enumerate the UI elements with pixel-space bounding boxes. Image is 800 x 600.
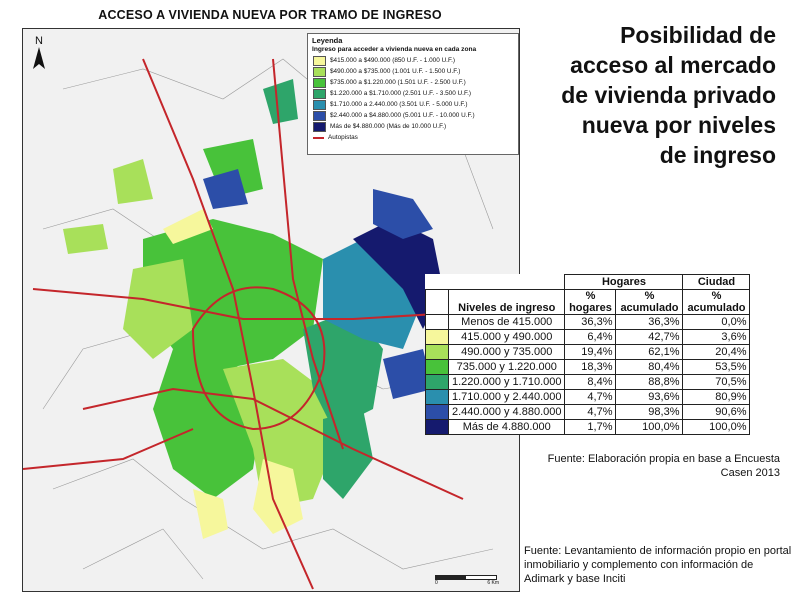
source-table: Fuente: Elaboración propia en base a Encuesta Casen 2013 [547,453,780,479]
row-pct-acumulado: 100,0% [616,420,683,435]
table-row [426,390,750,405]
legend-item-label: $1.710.000 a 2.440.000 (3.501 U.F. - 5.000 U.F.) [330,101,468,108]
row-label: 2.440.000 y 4.880.000 [449,405,565,420]
row-pct-acumulado: 93,6% [616,390,683,405]
row-label: Más de 4.880.000 [449,420,565,435]
scale-left: 0 [435,580,438,586]
table-row [426,375,750,390]
row-swatch [426,345,449,360]
row-pct-acumulado: 80,4% [616,360,683,375]
legend-swatch [313,89,326,99]
legend-item [313,88,518,99]
legend-swatch [313,100,326,110]
row-swatch [426,315,449,330]
col-niveles: Niveles de ingreso [449,290,565,315]
map-title: ACCESO A VIVIENDA NUEVA POR TRAMO DE INGRESO [98,8,442,22]
row-swatch [426,420,449,435]
legend-swatch [313,67,326,77]
legend-swatch [313,56,326,66]
legend-item-label: $415.000 a $490.000 (850 U.F. - 1.000 U.F.) [330,57,456,64]
legend-item [313,77,518,88]
income-table [425,274,750,435]
north-arrow-icon [32,47,46,71]
legend-highway-label: Autopistas [328,134,358,141]
row-swatch [426,360,449,375]
row-ciudad-acumulado: 20,4% [683,345,750,360]
scale-bar [435,575,499,586]
row-pct-acumulado: 62,1% [616,345,683,360]
row-pct-acumulado: 88,8% [616,375,683,390]
legend-subtitle: Ingreso para acceder a vivienda nueva en cada zona [312,46,477,53]
row-swatch [426,330,449,345]
group-hogares: Hogares [565,275,683,290]
legend-item [313,66,518,77]
north-label: N [35,35,43,47]
row-pct-hogares: 18,3% [565,360,616,375]
headline-line: Posibilidad de [620,22,776,48]
row-pct-hogares: 4,7% [565,405,616,420]
row-pct-hogares: 6,4% [565,330,616,345]
table-row [426,315,750,330]
row-pct-hogares: 36,3% [565,315,616,330]
row-label: 490.000 y 735.000 [449,345,565,360]
row-pct-acumulado: 42,7% [616,330,683,345]
legend-item [313,99,518,110]
headline-line: de vivienda privado [561,82,776,108]
row-pct-hogares: 19,4% [565,345,616,360]
legend-item-label: $735.000 a $1.220.000 (1.501 U.F. - 2.500 U.F.) [330,79,466,86]
legend-item-highways [313,132,518,143]
table-row [426,360,750,375]
col-ciudad-acumulado: % acumulado [683,290,750,315]
legend-swatch [313,78,326,88]
col-pct-acumulado: % acumulado [616,290,683,315]
row-label: Menos de 415.000 [449,315,565,330]
headline-line: de ingreso [659,142,776,168]
headline-line: nueva por niveles [581,112,776,138]
legend-item-label: $1.220.000 a $1.710.000 (2.501 U.F. - 3.500 U.F.) [330,90,472,97]
group-ciudad: Ciudad [683,275,750,290]
table-row [426,345,750,360]
table-row [426,420,750,435]
row-label: 1.710.000 y 2.440.000 [449,390,565,405]
row-pct-acumulado: 98,3% [616,405,683,420]
legend [307,33,519,155]
legend-item-label: Más de $4.880.000 (Más de 10.000 U.F.) [330,123,447,130]
legend-item [313,121,518,132]
row-swatch [426,405,449,420]
row-ciudad-acumulado: 53,5% [683,360,750,375]
row-swatch [426,375,449,390]
row-ciudad-acumulado: 3,6% [683,330,750,345]
legend-title: Leyenda [312,36,343,45]
headline-line: acceso al mercado [570,52,776,78]
legend-swatch [313,111,326,121]
row-label: 415.000 y 490.000 [449,330,565,345]
row-ciudad-acumulado: 0,0% [683,315,750,330]
row-ciudad-acumulado: 80,9% [683,390,750,405]
row-ciudad-acumulado: 90,6% [683,405,750,420]
row-pct-hogares: 4,7% [565,390,616,405]
legend-item-label: $2.440.000 a $4.880.000 (5.001 U.F. - 10.000 U.F.) [330,112,475,119]
row-label: 1.220.000 y 1.710.000 [449,375,565,390]
row-pct-hogares: 1,7% [565,420,616,435]
legend-item [313,110,518,121]
col-pct-hogares: % hogares [565,290,616,315]
legend-swatch [313,122,326,132]
north-arrow [29,35,49,76]
row-pct-hogares: 8,4% [565,375,616,390]
row-pct-acumulado: 36,3% [616,315,683,330]
table-corner [426,275,449,290]
legend-item-label: $490.000 a $735.000 (1.001 U.F. - 1.500 U.F.) [330,68,461,75]
row-ciudad-acumulado: 70,5% [683,375,750,390]
row-label: 735.000 y 1.220.000 [449,360,565,375]
row-swatch [426,390,449,405]
table-row [426,330,750,345]
table-row [426,405,750,420]
highway-line-icon [313,137,324,139]
scale-right: 6 Km [487,580,499,586]
source-map: Fuente: Levantamiento de información propio en portal inmobiliario y complemento con información de Adimark y base Inciti [524,545,792,585]
legend-item [313,55,518,66]
row-ciudad-acumulado: 100,0% [683,420,750,435]
headline [526,20,776,170]
